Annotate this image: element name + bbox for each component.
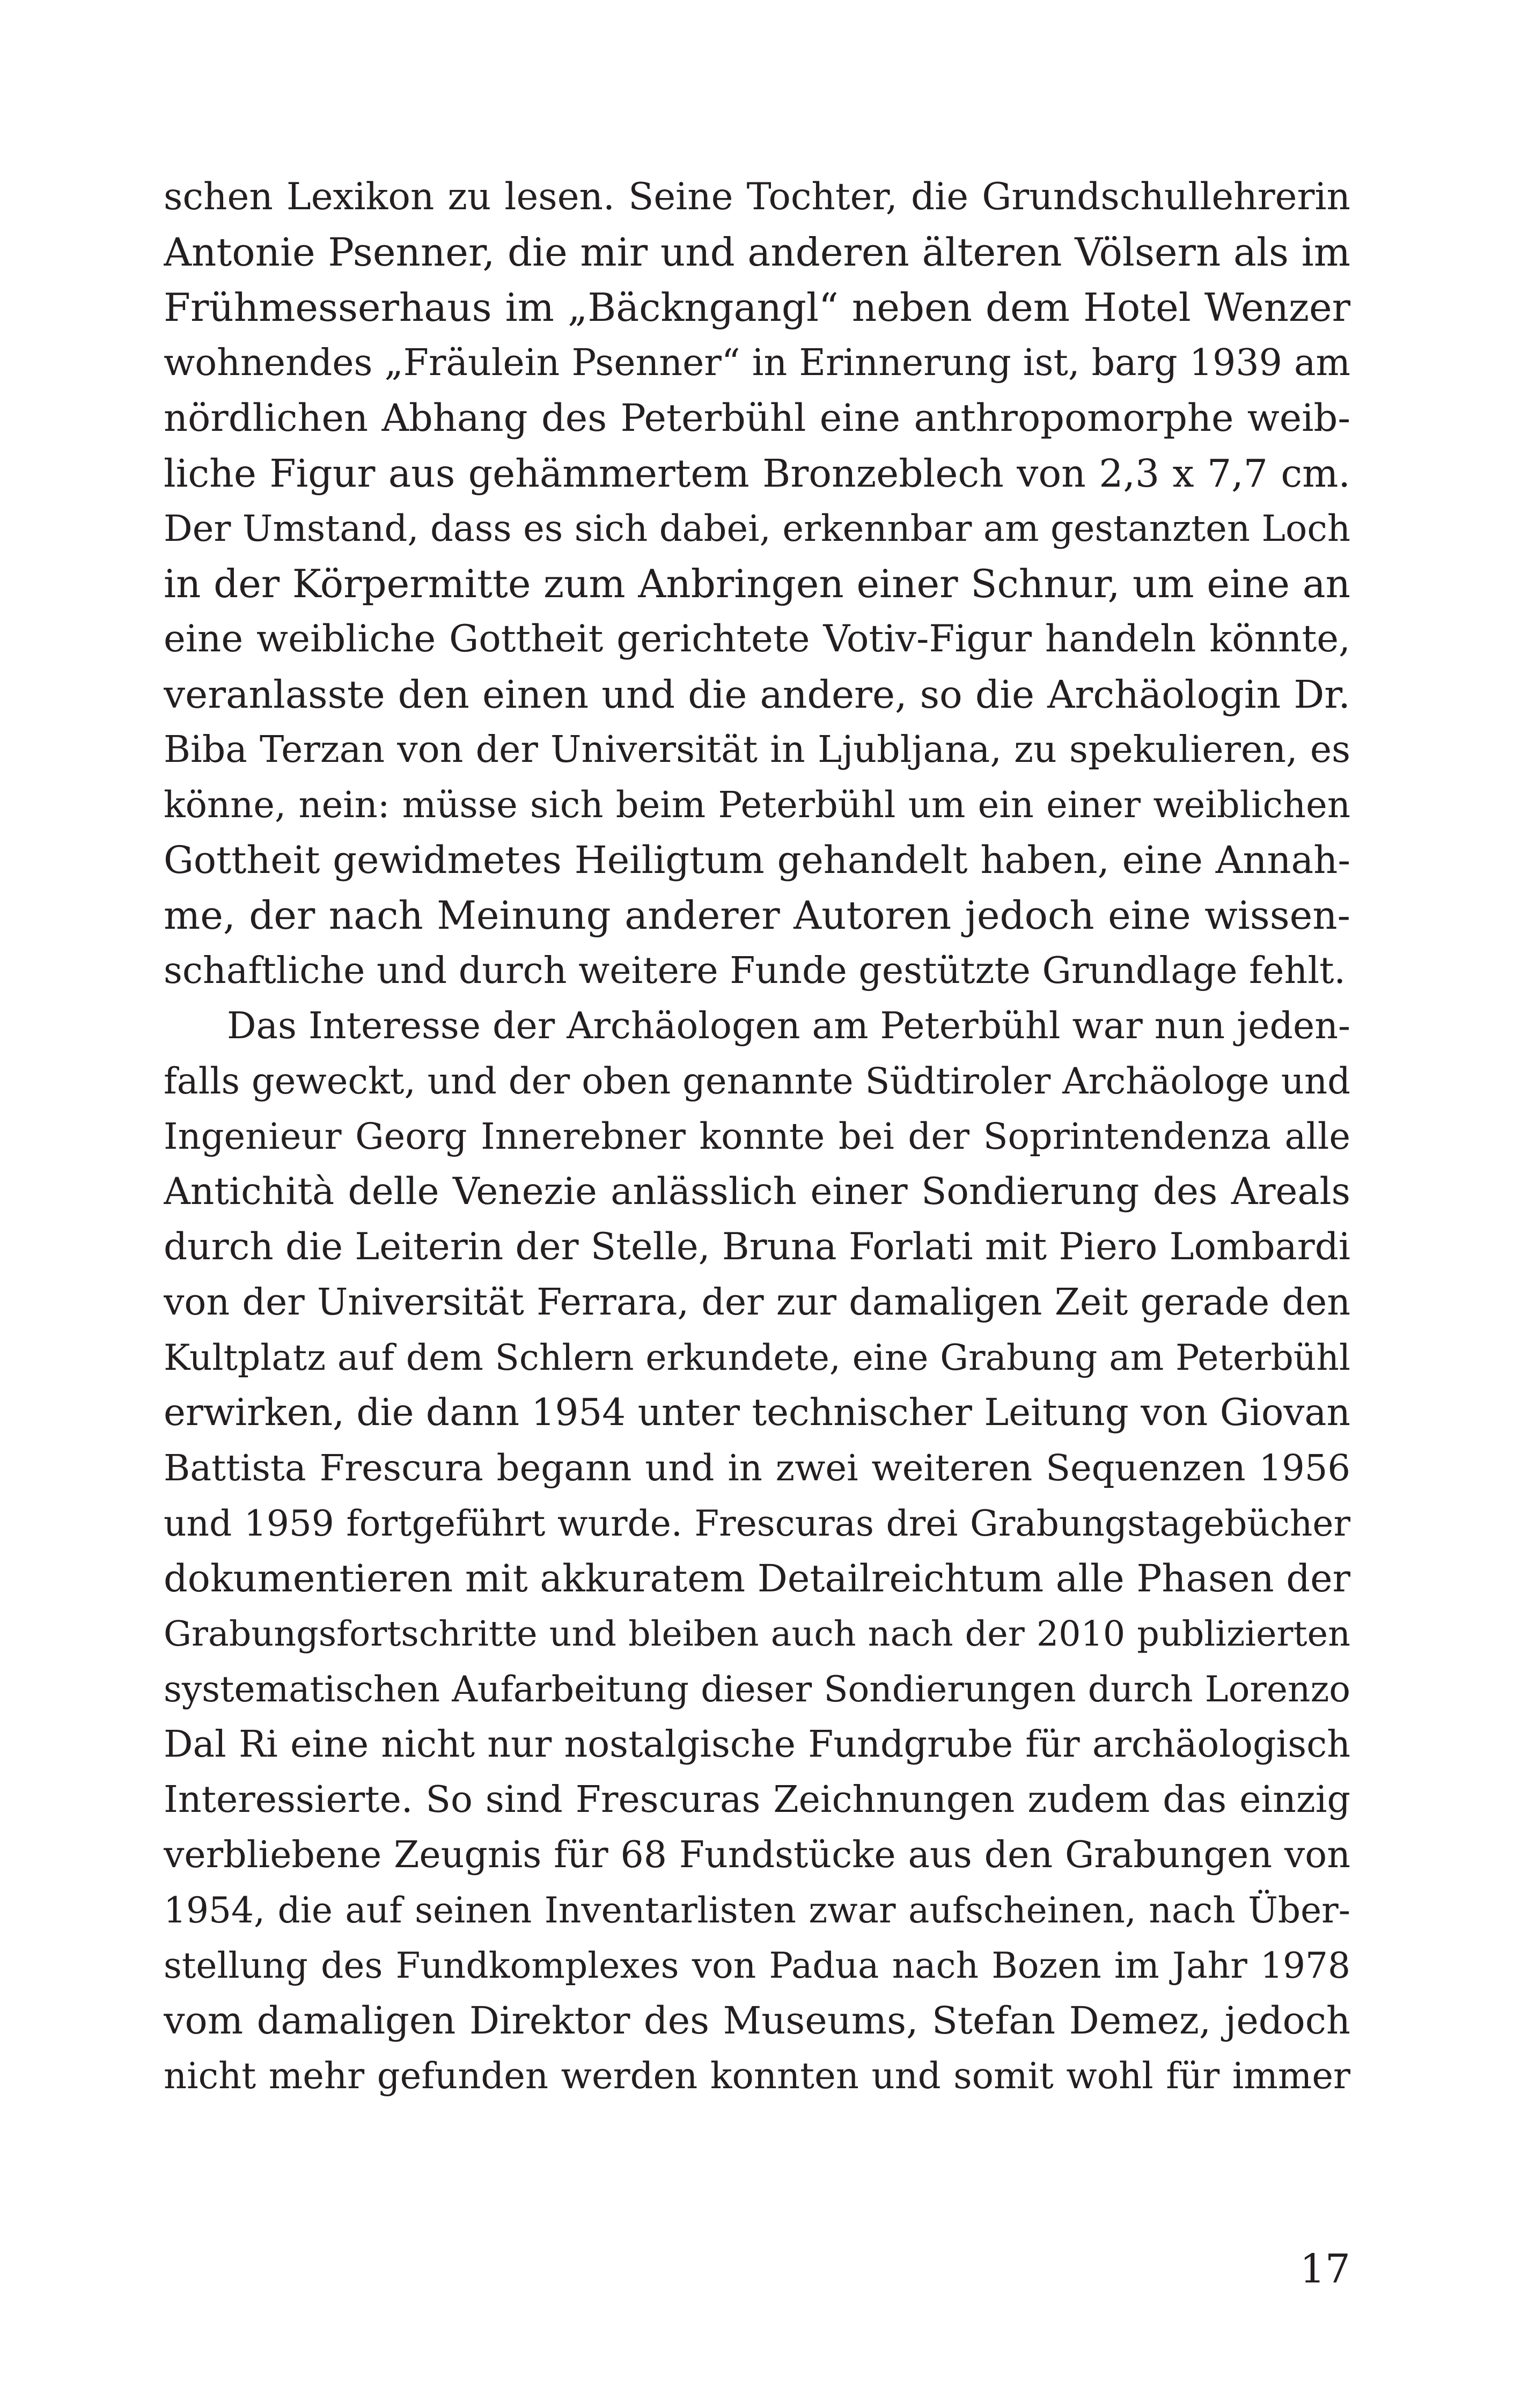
text-line: von der Universität Ferrara, der zur damaligen Zeit gerade den <box>164 1281 1350 1324</box>
text-line: schen Lexikon zu lesen. Seine Tochter, die Grundschullehrerin <box>164 175 1350 218</box>
text-line: verbliebene Zeugnis für 68 Fundstücke aus den Grabungen von <box>164 1834 1350 1876</box>
text-line: Das Interesse der Archäologen am Peterbühl war nun jeden- <box>227 1005 1350 1047</box>
text-line: in der Körpermitte zum Anbringen einer Schnur, um eine an <box>164 561 1350 606</box>
text-line: erwirken, die dann 1954 unter technischer Leitung von Giovan <box>164 1391 1350 1434</box>
text-line: und 1959 fortgeführt wurde. Frescuras drei Grabungstagebücher <box>164 1503 1350 1544</box>
text-line: eine weibliche Gottheit gerichtete Votiv-Figur handeln könnte, <box>164 618 1350 660</box>
text-line: Gottheit gewidmetes Heiligtum gehandelt haben, eine Annah- <box>164 838 1350 882</box>
text-line: Biba Terzan von der Universität in Ljubljana, zu spekulieren, es <box>164 729 1350 771</box>
text-line: könne, nein: müsse sich beim Peterbühl um ein einer weiblichen <box>164 784 1350 826</box>
body-text <box>164 170 1350 2104</box>
text-line: schaftliche und durch weitere Funde gestützte Grundlage fehlt. <box>164 950 1346 992</box>
text-line: falls geweckt, und der oben genannte Südtiroler Archäologe und <box>164 1060 1350 1102</box>
text-line: Antichità delle Venezie anlässlich einer Sondierung des Areals <box>164 1170 1350 1213</box>
text-line: Grabungsfortschritte und bleiben auch nach der 2010 publizierten <box>164 1614 1350 1654</box>
text-line: Frühmesserhaus im „Bäckngangl“ neben dem Hotel Wenzer <box>164 285 1350 330</box>
text-line: durch die Leiterin der Stelle, Bruna Forlati mit Piero Lombardi <box>164 1225 1350 1268</box>
text-line: Dal Ri eine nicht nur nostalgische Fundgrube für archäologisch <box>164 1723 1350 1766</box>
text-line: nicht mehr gefunden werden konnten und somit wohl für immer <box>164 2055 1350 2097</box>
text-line: liche Figur aus gehämmertem Bronzeblech von 2,3 x 7,7 cm. <box>164 451 1350 496</box>
text-line: dokumentieren mit akkuratem Detailreichtum alle Phasen der <box>164 1557 1350 1601</box>
text-line: Kultplatz auf dem Schlern erkundete, eine Grabung am Peterbühl <box>164 1337 1350 1378</box>
text-line: systematischen Aufarbeitung dieser Sondierungen durch Lorenzo <box>164 1669 1350 1710</box>
text-line: nördlichen Abhang des Peterbühl eine anthropomorphe weib- <box>164 396 1350 440</box>
text-line: 1954, die auf seinen Inventarlisten zwar aufscheinen, nach Über- <box>164 1890 1350 1931</box>
text-line: Battista Frescura begann und in zwei weiteren Sequenzen 1956 <box>164 1447 1350 1489</box>
page-number: 17 <box>1299 2246 1350 2292</box>
text-line: Ingenieur Georg Innerebner konnte bei der Soprintendenza alle <box>164 1115 1350 1157</box>
text-line: Interessierte. So sind Frescuras Zeichnungen zudem das einzig <box>164 1779 1350 1821</box>
text-line: Antonie Psenner, die mir und anderen älteren Völsern als im <box>164 230 1350 275</box>
text-line: wohnendes „Fräulein Psenner“ in Erinnerung ist, barg 1939 am <box>164 342 1350 384</box>
text-line: Der Umstand, dass es sich dabei, erkennbar am gestanzten Loch <box>164 508 1350 549</box>
text-line: me, der nach Meinung anderer Autoren jedoch eine wissen- <box>164 893 1350 938</box>
text-line: stellung des Fundkomplexes von Padua nach Bozen im Jahr 1978 <box>164 1945 1350 1986</box>
text-line: vom damaligen Direktor des Museums, Stefan Demez, jedoch <box>164 1999 1350 2043</box>
text-line: veranlasste den einen und die andere, so die Archäologin Dr. <box>164 672 1350 717</box>
